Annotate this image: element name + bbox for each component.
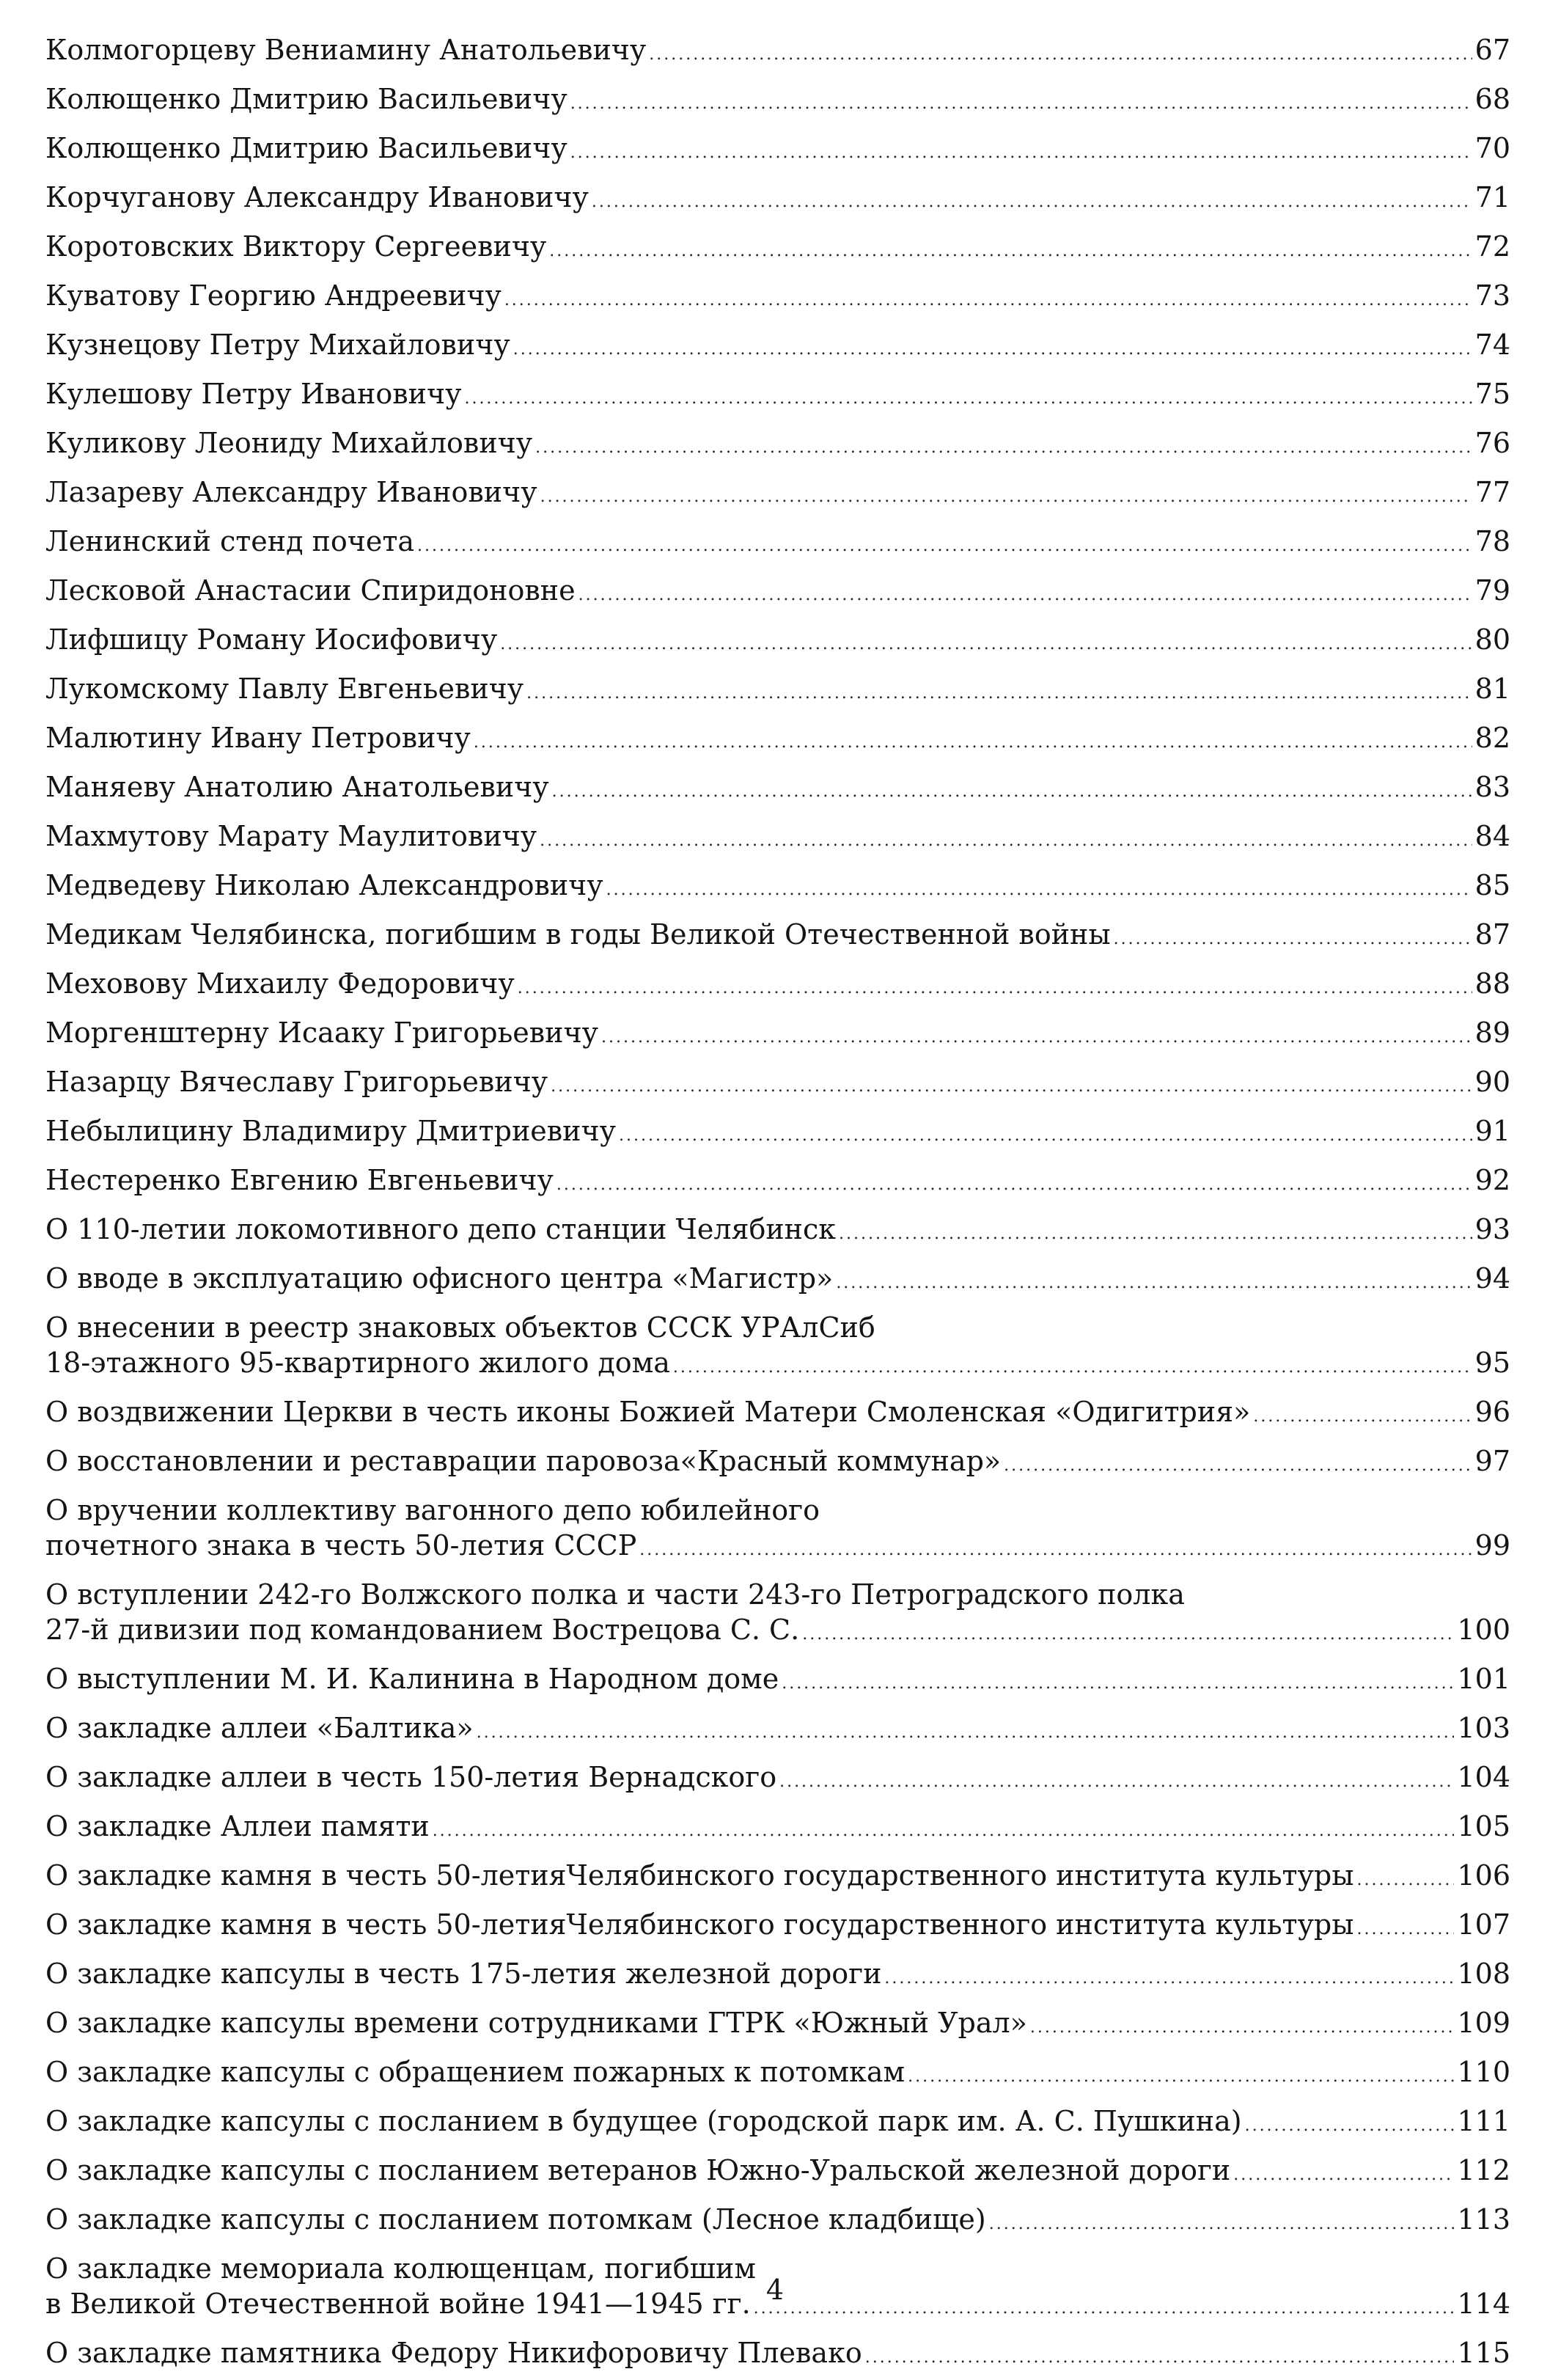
toc-entry-title: Куватову Георгию Андреевичу <box>45 279 502 312</box>
toc-entry <box>45 1572 1510 1657</box>
toc-entry-page: 76 <box>1474 427 1510 459</box>
toc-entry-page: 82 <box>1474 722 1510 754</box>
toc-entry-title: Лазареву Александру Ивановичу <box>45 476 537 508</box>
toc-entry-line <box>45 814 1510 863</box>
toc-entry-line <box>45 667 1510 716</box>
toc-entry <box>45 1853 1510 1903</box>
toc-entry <box>45 2331 1510 2380</box>
toc-entry-title: Моргенштерну Исааку Григорьевичу <box>45 1017 598 1049</box>
toc-entry-line <box>45 126 1510 175</box>
toc-entry-line <box>45 1903 1510 1952</box>
dot-leader <box>865 2336 1455 2380</box>
toc-entry-title: О закладке памятника Федору Никифоровичу Плевако <box>45 2337 862 2369</box>
toc-entry-title: Лифшицу Роману Иосифовичу <box>45 623 498 656</box>
toc-entry <box>45 1256 1510 1306</box>
toc-entry-title: О воздвижении Церкви в честь иконы Божией Матери Смоленская «Одигитрия» <box>45 1396 1251 1428</box>
dot-leader <box>518 967 1472 1011</box>
toc-entry-title: 18-этажного 95-квартирного жилого дома <box>45 1347 670 1379</box>
toc-entry-page: 96 <box>1474 1396 1510 1428</box>
toc-entry-line <box>45 2148 1510 2197</box>
toc-entry-title: О закладке капсулы с посланием ветеранов Южно-Уральской железной дороги <box>45 2154 1231 2186</box>
dot-leader <box>1253 1395 1472 1439</box>
toc-entry-page: 111 <box>1457 2105 1510 2137</box>
toc-entry-page: 67 <box>1474 34 1510 66</box>
toc-entry-line <box>45 421 1510 470</box>
toc-entry-title: Коротовских Виктору Сергеевичу <box>45 230 547 263</box>
toc-entry-page: 94 <box>1474 1262 1510 1295</box>
toc-entry-title: 27-й дивизии под командованием Вострецова С. С. <box>45 1614 800 1646</box>
toc-entry-title: О закладке Аллеи памяти <box>45 1810 430 1842</box>
toc-entry-line <box>45 2331 1510 2380</box>
toc-entry <box>45 77 1510 126</box>
toc-entry-title: Меховову Михаилу Федоровичу <box>45 967 515 1000</box>
toc-entry <box>45 1306 1510 1390</box>
toc-entry <box>45 814 1510 863</box>
toc-entry-page: 78 <box>1474 525 1510 557</box>
toc-entry-line <box>45 1657 1510 1706</box>
toc-entry-page: 105 <box>1457 1810 1510 1842</box>
toc-entry-title: О закладке капсулы с обращением пожарных к потомкам <box>45 2056 906 2088</box>
dot-leader <box>606 868 1472 912</box>
dot-leader <box>557 1163 1472 1207</box>
toc-entry-page: 83 <box>1474 771 1510 803</box>
dot-leader <box>535 426 1472 470</box>
toc-entry-title: Нестеренко Евгению Евгеньевичу <box>45 1164 554 1196</box>
toc-entry <box>45 28 1510 77</box>
toc-entry-line <box>45 372 1510 421</box>
dot-leader <box>504 279 1472 323</box>
toc-entry <box>45 912 1510 962</box>
toc-entry-title: почетного знака в честь 50-летия СССР <box>45 1529 637 1561</box>
toc-entry-line <box>45 863 1510 912</box>
dot-leader <box>549 230 1472 274</box>
dot-leader <box>989 2203 1455 2247</box>
toc-entry-line <box>45 323 1510 372</box>
dot-leader <box>619 1114 1472 1158</box>
toc-entry-line <box>45 2099 1510 2148</box>
toc-entry <box>45 2001 1510 2050</box>
toc-entry <box>45 470 1510 519</box>
toc-entry-title: О закладке аллеи в честь 150-летия Вернадского <box>45 1761 777 1793</box>
toc-entry-page: 106 <box>1457 1859 1510 1892</box>
toc-entry-line <box>45 1952 1510 2001</box>
toc-entry-line <box>45 1060 1510 1109</box>
toc-entry-line <box>45 175 1510 224</box>
toc-entry <box>45 2197 1510 2247</box>
toc-entry-page: 93 <box>1474 1213 1510 1245</box>
dot-leader <box>779 1760 1454 1804</box>
toc-entry-line <box>45 1390 1510 1439</box>
toc-entry-page: 101 <box>1457 1663 1510 1695</box>
toc-entry <box>45 2148 1510 2197</box>
toc-entry <box>45 1439 1510 1488</box>
toc-entry <box>45 1706 1510 1755</box>
toc-entry-title-line: О вручении коллективу вагонного депо юбилейного <box>45 1494 820 1526</box>
toc-entry-page: 87 <box>1474 918 1510 951</box>
toc-entry-line <box>45 470 1510 519</box>
dot-leader <box>417 524 1472 568</box>
toc-entry-line <box>45 568 1510 618</box>
toc-entry-page: 97 <box>1474 1445 1510 1477</box>
toc-entry-title: Колмогорцеву Вениамину Анатольевичу <box>45 34 647 66</box>
toc-entry <box>45 323 1510 372</box>
toc-entry <box>45 1011 1510 1060</box>
toc-entry <box>45 1903 1510 1952</box>
toc-entry-title: Ленинский стенд почета <box>45 525 415 557</box>
toc-entry-title: Малютину Ивану Петровичу <box>45 722 471 754</box>
toc-entry <box>45 126 1510 175</box>
toc-entry-page: 79 <box>1474 574 1510 607</box>
toc-entry-title: О закладке аллеи «Балтика» <box>45 1712 474 1744</box>
toc-entry <box>45 1804 1510 1853</box>
toc-entry-title: О вводе в эксплуатацию офисного центра «Магистр» <box>45 1262 834 1295</box>
toc-entry-line <box>45 28 1510 77</box>
toc-entry <box>45 2050 1510 2099</box>
dot-leader <box>570 131 1472 175</box>
dot-leader <box>1357 1859 1455 1903</box>
dot-leader <box>513 328 1472 372</box>
dot-leader <box>601 1016 1472 1060</box>
toc-entry <box>45 2099 1510 2148</box>
toc-entry <box>45 765 1510 814</box>
toc-entry-page: 68 <box>1474 83 1510 115</box>
dot-leader <box>649 33 1472 77</box>
toc-entry-title: Куликову Леониду Михайловичу <box>45 427 533 459</box>
toc-entry-title: Небылицину Владимиру Дмитриевичу <box>45 1115 616 1147</box>
dot-leader <box>540 819 1472 863</box>
toc-entry <box>45 667 1510 716</box>
dot-leader <box>592 180 1472 224</box>
toc-entry-line <box>45 274 1510 323</box>
toc-entry-title: Лесковой Анастасии Спиридоновне <box>45 574 576 607</box>
toc-entry-title: О 110-летии локомотивного депо станции Челябинск <box>45 1213 837 1245</box>
toc-entry-title: Кузнецову Петру Михайловичу <box>45 329 510 361</box>
toc-entry-line <box>45 1256 1510 1306</box>
toc-entry-title: О закладке камня в честь 50-летияЧелябинского государственного института культуры <box>45 1859 1354 1892</box>
toc-entry-title: Маняеву Анатолию Анатольевичу <box>45 771 549 803</box>
toc-entry-page: 103 <box>1457 1712 1510 1744</box>
dot-leader <box>802 1617 1454 1652</box>
toc-entry-page: 107 <box>1457 1908 1510 1941</box>
toc-entry-page: 112 <box>1457 2154 1510 2186</box>
toc-entry-page: 91 <box>1474 1115 1510 1147</box>
toc-entry-page: 114 <box>1457 2288 1510 2320</box>
toc-entry-line <box>45 765 1510 814</box>
toc-entry-title-line: О закладке мемориала колющенцам, погибшим <box>45 2252 756 2285</box>
toc-entry-page: 88 <box>1474 967 1510 1000</box>
toc-entry-title: Колющенко Дмитрию Васильевичу <box>45 132 568 164</box>
toc-entry-title: Колющенко Дмитрию Васильевичу <box>45 83 568 115</box>
toc-entry <box>45 421 1510 470</box>
toc-entry-title: Назарцу Вячеславу Григорьевичу <box>45 1066 548 1098</box>
toc-entry <box>45 1952 1510 2001</box>
dot-leader <box>1245 2104 1455 2148</box>
toc-entry-page: 115 <box>1457 2337 1510 2369</box>
toc-entry-page: 110 <box>1457 2056 1510 2088</box>
toc-entry-line <box>45 2001 1510 2050</box>
toc-entry-page: 77 <box>1474 476 1510 508</box>
dot-leader <box>782 1662 1454 1706</box>
toc-entry <box>45 1755 1510 1804</box>
toc-entry <box>45 1109 1510 1158</box>
toc-entry-title: Кулешову Петру Ивановичу <box>45 378 462 410</box>
dot-leader <box>1233 2153 1454 2197</box>
toc-entry-page: 73 <box>1474 279 1510 312</box>
toc-entry-page: 80 <box>1474 623 1510 656</box>
toc-entry-title: О закладке капсулы времени сотрудниками ГТРК «Южный Урал» <box>45 2007 1027 2039</box>
dot-leader <box>839 1212 1472 1256</box>
toc-entry-title: Медведеву Николаю Александровичу <box>45 869 603 901</box>
dot-leader <box>433 1809 1455 1853</box>
toc-entry-line <box>45 1528 1510 1568</box>
toc-entry-line <box>45 2050 1510 2099</box>
toc-entry-page: 75 <box>1474 378 1510 410</box>
toc-entry-page: 72 <box>1474 230 1510 263</box>
toc-entry <box>45 962 1510 1011</box>
dot-leader <box>464 377 1472 421</box>
toc-entry <box>45 1657 1510 1706</box>
toc-entry <box>45 863 1510 912</box>
dot-leader <box>836 1262 1472 1306</box>
toc-entry-title: О закладке капсулы в честь 175-летия железной дороги <box>45 1958 882 1990</box>
toc-entry-title: Медикам Челябинска, погибшим в годы Великой Отечественной войны <box>45 918 1111 951</box>
toc-entry <box>45 372 1510 421</box>
dot-leader <box>552 770 1472 814</box>
toc-entry-title: О закладке капсулы с посланием в будущее (городской парк им. А. С. Пушкина) <box>45 2105 1242 2137</box>
toc-entry-line <box>45 1612 1510 1652</box>
toc-entry-line <box>45 716 1510 765</box>
dot-leader <box>579 574 1472 618</box>
toc-entry-title: О восстановлении и реставрации паровоза«Красный коммунар» <box>45 1445 1002 1477</box>
dot-leader <box>639 1533 1472 1568</box>
toc-entry-title: О закладке капсулы с посланием потомкам (Лесное кладбище) <box>45 2203 986 2236</box>
dot-leader <box>908 2055 1454 2099</box>
toc-entry-line <box>45 1158 1510 1207</box>
dot-leader <box>884 1957 1454 2001</box>
toc-entry <box>45 1390 1510 1439</box>
toc-entry-line <box>45 1345 1510 1385</box>
toc-entry-line <box>45 1439 1510 1488</box>
toc-entry-title: Корчуганову Александру Ивановичу <box>45 181 589 213</box>
toc-entry-title-line: О вступлении 242-го Волжского полка и части 243-го Петроградского полка <box>45 1578 1185 1611</box>
toc-entry-line <box>45 1109 1510 1158</box>
dot-leader <box>551 1065 1472 1109</box>
toc-entry-page: 109 <box>1457 2007 1510 2039</box>
dot-leader <box>673 1350 1472 1385</box>
toc-entry-page: 85 <box>1474 869 1510 901</box>
toc-entry-page: 95 <box>1474 1347 1510 1379</box>
dot-leader <box>474 721 1472 765</box>
toc-entry-page: 70 <box>1474 132 1510 164</box>
toc-entry-page: 90 <box>1474 1066 1510 1098</box>
toc-entry <box>45 1207 1510 1256</box>
toc-entry-line <box>45 519 1510 568</box>
toc-entry-title: Махмутову Марату Маулитовичу <box>45 820 537 852</box>
dot-leader <box>1357 1908 1455 1952</box>
toc-entry <box>45 1488 1510 1572</box>
toc-entry <box>45 1060 1510 1109</box>
table-of-contents <box>45 28 1510 2380</box>
toc-entry-line <box>45 1755 1510 1804</box>
toc-entry-line <box>45 1853 1510 1903</box>
toc-entry <box>45 716 1510 765</box>
dot-leader <box>1030 2006 1455 2050</box>
dot-leader <box>500 623 1472 667</box>
toc-entry <box>45 175 1510 224</box>
toc-entry-line <box>45 224 1510 274</box>
dot-leader <box>570 82 1472 126</box>
toc-entry-title: в Великой Отечественной войне 1941—1945 гг. <box>45 2288 751 2320</box>
toc-entry <box>45 224 1510 274</box>
toc-entry-line <box>45 1011 1510 1060</box>
toc-entry-page: 84 <box>1474 820 1510 852</box>
toc-entry-line <box>45 1207 1510 1256</box>
dot-leader <box>526 672 1472 716</box>
toc-entry-page: 71 <box>1474 181 1510 213</box>
toc-entry <box>45 1158 1510 1207</box>
toc-entry-page: 100 <box>1457 1614 1510 1646</box>
toc-entry-page: 74 <box>1474 329 1510 361</box>
toc-entry-page: 104 <box>1457 1761 1510 1793</box>
toc-entry-page: 99 <box>1474 1529 1510 1561</box>
toc-entry-line <box>45 618 1510 667</box>
dot-leader <box>1004 1444 1472 1488</box>
page-number: 4 <box>765 2274 785 2306</box>
toc-entry-title: Лукомскому Павлу Евгеньевичу <box>45 673 524 705</box>
dot-leader <box>477 1711 1455 1755</box>
toc-entry-title: О выступлении М. И. Калинина в Народном доме <box>45 1663 779 1695</box>
dot-leader <box>1114 918 1472 962</box>
toc-entry-line <box>45 1804 1510 1853</box>
toc-entry-title: О закладке камня в честь 50-летияЧелябинского государственного института культуры <box>45 1908 1354 1941</box>
toc-entry-line <box>45 912 1510 962</box>
toc-entry-line <box>45 77 1510 126</box>
toc-entry <box>45 274 1510 323</box>
toc-entry <box>45 568 1510 618</box>
toc-entry-title-line: О внесении в реестр знаковых объектов СССК УРАлСиб <box>45 1311 875 1344</box>
toc-entry-page: 81 <box>1474 673 1510 705</box>
toc-entry-line <box>45 962 1510 1011</box>
toc-entry-line <box>45 2197 1510 2247</box>
toc-entry-line <box>45 1706 1510 1755</box>
dot-leader <box>540 475 1472 519</box>
toc-entry-page: 108 <box>1457 1958 1510 1990</box>
toc-entry <box>45 618 1510 667</box>
toc-entry-page: 113 <box>1457 2203 1510 2236</box>
toc-entry-page: 89 <box>1474 1017 1510 1049</box>
toc-entry <box>45 519 1510 568</box>
toc-entry-page: 92 <box>1474 1164 1510 1196</box>
